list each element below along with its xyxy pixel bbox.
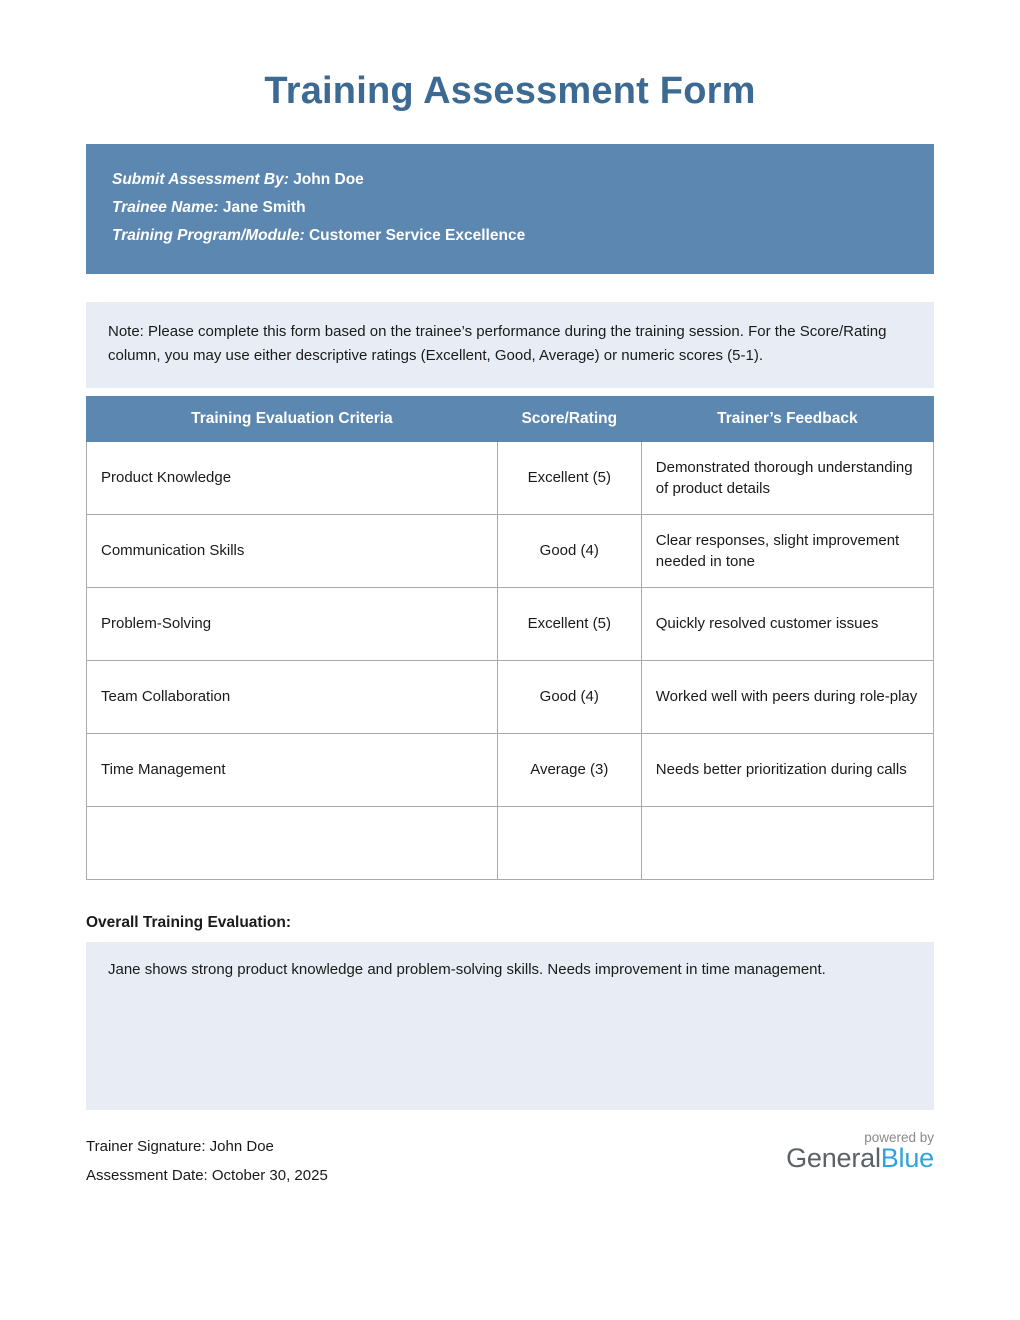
table-row-empty — [87, 807, 934, 880]
cell-criteria: Product Knowledge — [87, 442, 498, 515]
trainee-value: Jane Smith — [222, 198, 306, 216]
powered-by-label: powered by — [864, 1130, 934, 1146]
submitter-value: John Doe — [293, 170, 364, 188]
brand-logo — [786, 1130, 934, 1174]
cell-criteria — [87, 807, 498, 880]
cell-feedback: Worked well with peers during role-play — [641, 661, 933, 734]
overall-evaluation-text: Jane shows strong product knowledge and problem-solving skills. Needs improvement in time management. — [86, 942, 934, 1110]
cell-score — [497, 807, 641, 880]
overall-evaluation-label: Overall Training Evaluation: — [86, 914, 291, 932]
evaluation-table — [86, 396, 934, 880]
submitter-label: Submit Assessment By: — [112, 170, 289, 188]
column-header-score: Score/Rating — [497, 397, 641, 442]
trainee-label: Trainee Name: — [112, 198, 219, 216]
cell-feedback — [641, 807, 933, 880]
instructions-note: Note: Please complete this form based on the trainee’s performance during the training session. For the Score/Rating column, you may use either descriptive ratings (Excellent, Good, Average) or numeric scores (5-1). — [86, 302, 934, 389]
table-row — [87, 661, 934, 734]
cell-criteria: Time Management — [87, 734, 498, 807]
assessment-date: Assessment Date: October 30, 2025 — [86, 1167, 328, 1185]
brand-name-first: General — [786, 1143, 881, 1174]
header-row-program — [112, 224, 908, 248]
trainer-signature: Trainer Signature: John Doe — [86, 1138, 274, 1156]
header-row-trainee — [112, 196, 908, 220]
table-row — [87, 442, 934, 515]
column-header-criteria: Training Evaluation Criteria — [87, 397, 498, 442]
cell-score: Average (3) — [497, 734, 641, 807]
column-header-feedback: Trainer’s Feedback — [641, 397, 933, 442]
cell-score: Good (4) — [497, 515, 641, 588]
page-title: Training Assessment Form — [264, 70, 756, 112]
table-row — [87, 734, 934, 807]
table-header-row — [87, 397, 934, 442]
program-value: Customer Service Excellence — [308, 226, 526, 244]
document-footer — [86, 1130, 934, 1185]
cell-criteria: Communication Skills — [87, 515, 498, 588]
cell-score: Excellent (5) — [497, 442, 641, 515]
cell-feedback: Demonstrated thorough understanding of product details — [641, 442, 933, 515]
table-row — [87, 515, 934, 588]
program-label: Training Program/Module: — [112, 226, 305, 244]
cell-score: Excellent (5) — [497, 588, 641, 661]
cell-criteria: Team Collaboration — [87, 661, 498, 734]
cell-criteria: Problem-Solving — [87, 588, 498, 661]
table-row — [87, 588, 934, 661]
cell-score: Good (4) — [497, 661, 641, 734]
cell-feedback: Quickly resolved customer issues — [641, 588, 933, 661]
cell-feedback: Clear responses, slight improvement needed in tone — [641, 515, 933, 588]
assessment-header-block — [86, 144, 934, 274]
header-row-submitter — [112, 168, 908, 192]
brand-name — [786, 1143, 934, 1174]
brand-name-second: Blue — [880, 1143, 934, 1174]
cell-feedback: Needs better prioritization during calls — [641, 734, 933, 807]
